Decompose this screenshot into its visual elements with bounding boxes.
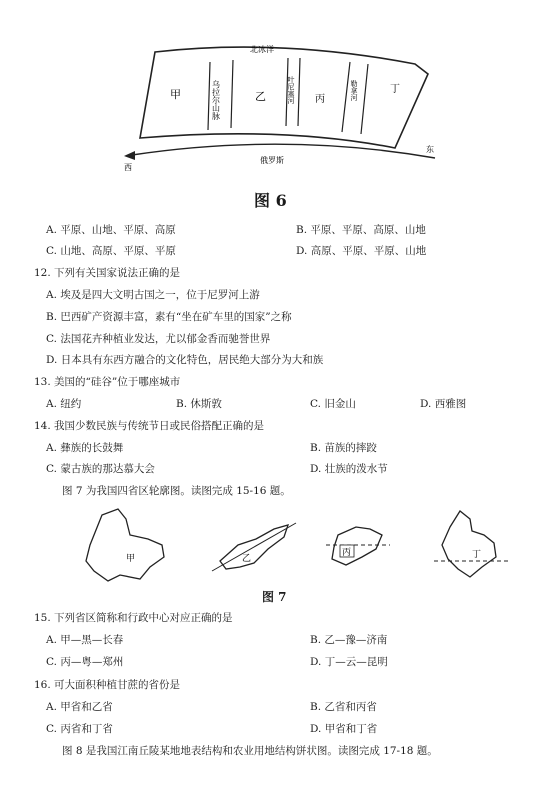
- figure6-north-label: 北冰洋: [250, 45, 274, 54]
- figure7-intro: 图 7 为我国四省区轮廓图。读图完成 15-16 题。: [62, 485, 291, 497]
- q16-option-c: C. 丙省和丁省: [46, 723, 113, 735]
- q15-stem: 15. 下列省区简称和行政中心对应正确的是: [34, 612, 233, 624]
- figure6-region-wulaer: 乌拉尔山脉: [211, 80, 221, 120]
- q11-option-b: B. 平原、平原、高原、山地: [296, 224, 426, 236]
- figure6-west-label: 西: [124, 163, 132, 172]
- q14-option-b: B. 苗族的摔跤: [310, 442, 377, 454]
- figure6-region-outline: [140, 47, 428, 148]
- figure6-region-bing: 丙: [315, 94, 325, 105]
- q12-option-d: D. 日本具有东西方融合的文化特色，居民绝大部分为大和族: [46, 354, 324, 366]
- q16-stem: 16. 可大面积种植甘蔗的省份是: [34, 679, 181, 691]
- q11-option-a: A. 平原、山地、平原、高原: [46, 224, 176, 236]
- q12-option-a: A. 埃及是四大文明古国之一，位于尼罗河上游: [46, 289, 260, 301]
- figure6-region-lena: 勒拿河: [350, 80, 358, 101]
- figure6-south-label: 俄罗斯: [260, 156, 284, 165]
- q15-option-d: D. 丁—云—昆明: [310, 656, 388, 668]
- figure6-region-yenisei: 叶尼塞河: [287, 76, 295, 104]
- figure6-caption: 图 6: [254, 191, 287, 210]
- figure7-diagram: [70, 505, 510, 587]
- q16-option-b: B. 乙省和丙省: [310, 701, 377, 713]
- province-label-yi: 乙: [242, 554, 252, 564]
- figure6-east-label: 东: [426, 145, 434, 154]
- province-outline-jia: [86, 509, 164, 581]
- figure6-region-ding: 丁: [390, 84, 400, 95]
- q12-option-b: B. 巴西矿产资源丰富，素有“坐在矿车里的国家”之称: [46, 311, 292, 323]
- q16-option-d: D. 甲省和丁省: [310, 723, 378, 735]
- q12-option-c: C. 法国花卉种植业发达，尤以郁金香而驰誉世界: [46, 333, 271, 345]
- figure6-diagram: [110, 40, 440, 175]
- q16-option-a: A. 甲省和乙省: [46, 701, 113, 713]
- q14-option-d: D. 壮族的泼水节: [310, 463, 388, 475]
- q13-option-a: A. 纽约: [46, 398, 82, 410]
- q13-option-c: C. 旧金山: [310, 398, 356, 410]
- province-label-ding: 丁: [472, 550, 482, 560]
- province-label-jia: 甲: [126, 554, 136, 564]
- province-outline-bing: [332, 527, 382, 565]
- province-label-bing: 丙: [342, 548, 352, 558]
- q14-stem: 14. 我国少数民族与传统节日或民俗搭配正确的是: [34, 420, 265, 432]
- province-outline-ding: [442, 511, 496, 577]
- q15-option-a: A. 甲—黑—长春: [46, 634, 124, 646]
- q12-stem: 12. 下列有关国家说法正确的是: [34, 267, 181, 279]
- q14-option-a: A. 彝族的长鼓舞: [46, 442, 124, 454]
- q11-option-d: D. 高原、平原、平原、山地: [296, 245, 427, 257]
- q14-option-c: C. 蒙古族的那达慕大会: [46, 463, 155, 475]
- figure8-intro: 图 8 是我国江南丘陵某地地表结构和农业用地结构饼状图。读图完成 17-18 题。: [62, 745, 438, 757]
- q13-stem: 13. 美国的“硅谷”位于哪座城市: [34, 376, 181, 388]
- q15-option-b: B. 乙—豫—济南: [310, 634, 388, 646]
- figure6-west-arrow: [124, 151, 135, 160]
- figure6-region-yi: 乙: [255, 90, 266, 103]
- q15-option-c: C. 丙—粤—郑州: [46, 656, 124, 668]
- q11-option-c: C. 山地、高原、平原、平原: [46, 245, 176, 257]
- figure7-caption: 图 7: [262, 590, 287, 604]
- figure6-region-jia: 甲: [170, 88, 181, 101]
- q13-option-d: D. 西雅图: [420, 398, 467, 410]
- q13-option-b: B. 休斯敦: [176, 398, 222, 410]
